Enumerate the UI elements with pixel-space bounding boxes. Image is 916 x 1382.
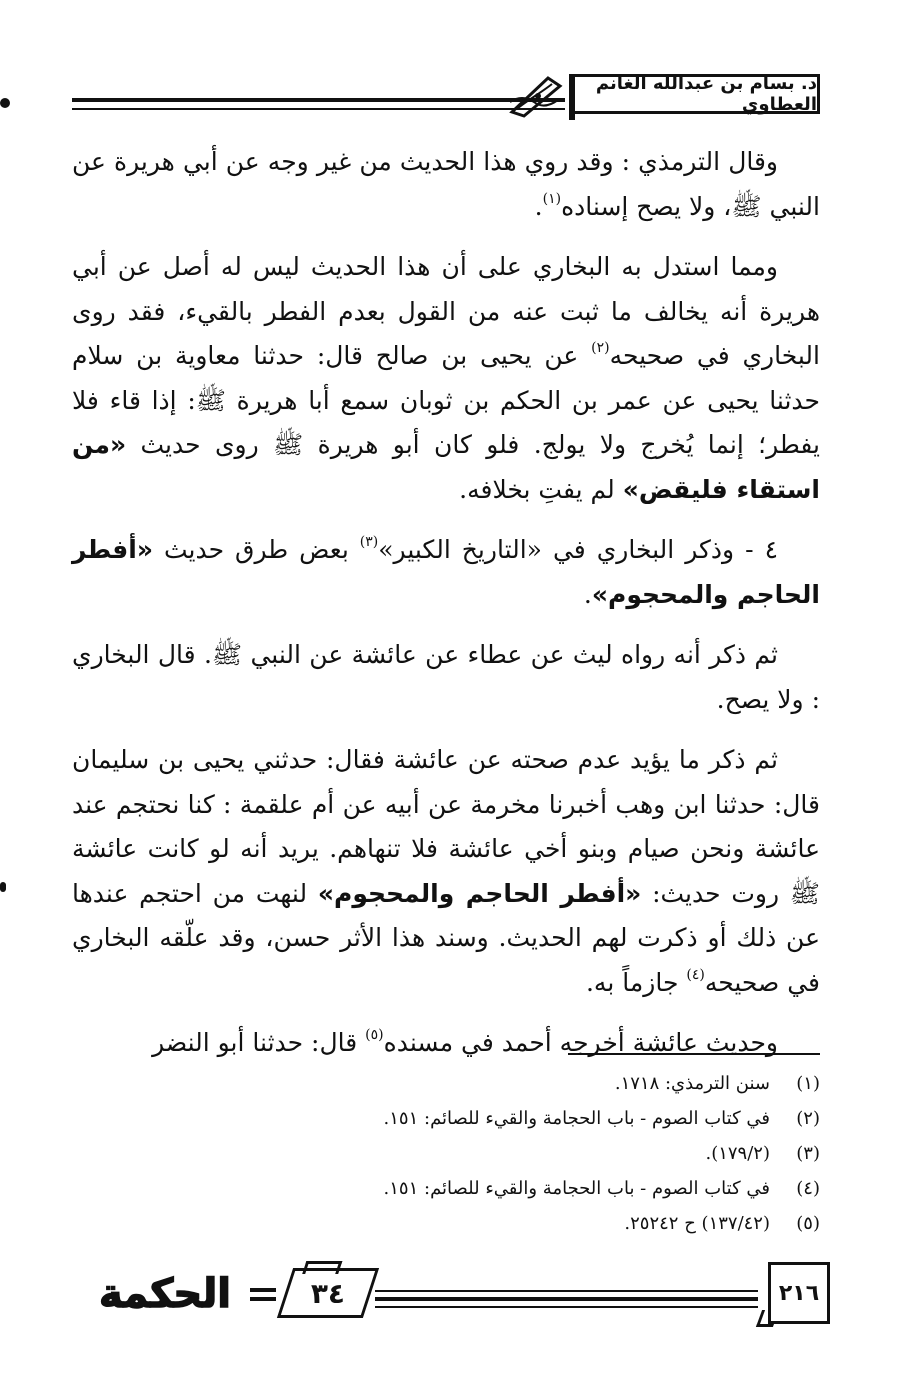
footnote bbox=[72, 1206, 820, 1241]
paragraph bbox=[72, 528, 820, 617]
running-footer bbox=[90, 1250, 830, 1332]
paragraph bbox=[72, 1021, 820, 1066]
text-run: ٤ - وذكر البخاري في «التاريخ الكبير» bbox=[378, 535, 778, 564]
text-run: جازماً به. bbox=[585, 967, 687, 997]
footnote-ref: (٣) bbox=[359, 534, 379, 550]
issue-number-box bbox=[277, 1268, 379, 1318]
footnote bbox=[72, 1171, 820, 1206]
paragraph bbox=[72, 245, 820, 512]
paragraph bbox=[72, 140, 820, 229]
footnote-number: (٤) bbox=[796, 1178, 820, 1199]
footnote-ref: (٤) bbox=[686, 966, 705, 983]
footnote-ref: (٥) bbox=[365, 1027, 384, 1043]
footer-rule bbox=[375, 1306, 758, 1308]
issue-number: ٣٤ bbox=[310, 1276, 346, 1310]
pen-emblem-icon bbox=[508, 72, 568, 118]
margin-mark-icon bbox=[0, 98, 10, 108]
text-run: . bbox=[534, 191, 543, 221]
author-name: د. بسام بن عبدالله الغانم العطاوي bbox=[570, 74, 820, 114]
footnote-text: سنن الترمذي: ١٧١٨. bbox=[614, 1073, 770, 1094]
footnote-text: (١٣٧/٤٢) ح ٢٥٢٤٢. bbox=[624, 1213, 770, 1234]
magazine-logo: الحكمة bbox=[99, 1271, 231, 1317]
header-rule bbox=[72, 108, 565, 110]
footnote-ref: (١) bbox=[542, 190, 562, 207]
text-run: قال: حدثنا أبو النضر bbox=[152, 1028, 366, 1057]
footnote-list bbox=[72, 1066, 820, 1241]
hadith-quote: «من استقاء فليقض» bbox=[72, 430, 820, 504]
footnote-ref: (٢) bbox=[591, 340, 610, 356]
footnote-number: (٢) bbox=[796, 1108, 820, 1129]
margin-mark-icon bbox=[0, 882, 6, 892]
footnote-number: (٥) bbox=[796, 1213, 820, 1234]
footnote-number: (٣) bbox=[796, 1143, 820, 1164]
footnote bbox=[72, 1066, 820, 1101]
text-run: عن يحيى بن صالح قال: حدثنا معاوية بن سلام حدثنا يحيى عن عمر بن الحكم بن ثوبان سمع أبا هريرة ﷺ: إذا قاء فلا يفطر؛ إنما يُخرج ولا يولج. فلو كان أبو هريرة ﷺ روى حديث bbox=[72, 341, 820, 459]
footnote bbox=[72, 1136, 820, 1171]
footnote-separator bbox=[568, 1053, 820, 1055]
header-rule bbox=[72, 98, 565, 102]
page-number: ٢١٦ bbox=[768, 1262, 830, 1324]
hadith-quote: «أفطر الحاجم والمحجوم» bbox=[317, 878, 642, 908]
text-run: لم يفتِ بخلافه. bbox=[459, 474, 623, 504]
footnote-text: في كتاب الصوم - باب الحجامة والقيء للصائم: ١٥١. bbox=[383, 1178, 770, 1199]
footer-rule bbox=[375, 1290, 758, 1292]
footnote bbox=[72, 1101, 820, 1136]
text-run: . bbox=[583, 579, 592, 609]
text-run: وقال الترمذي : وقد روي هذا الحديث من غير وجه عن أبي هريرة عن النبي ﷺ، ولا يصح إسناده bbox=[72, 147, 820, 221]
paragraph bbox=[72, 633, 820, 722]
footnote-text: في كتاب الصوم - باب الحجامة والقيء للصائم: ١٥١. bbox=[383, 1108, 770, 1129]
footnote-text: (١٧٩/٢). bbox=[705, 1143, 770, 1164]
text-run: بعض طرق حديث bbox=[153, 535, 360, 564]
text-run: وحديث عائشة أخرجه أحمد في مسنده bbox=[383, 1028, 778, 1057]
footnote-number: (١) bbox=[796, 1073, 820, 1094]
paragraph bbox=[72, 738, 820, 1005]
equals-mark-icon bbox=[250, 1288, 276, 1306]
text-run: لنهت من احتجم عندها عن ذلك أو ذكرت لهم الحديث. وسند هذا الأثر حسن، وقد علّقه البخاري في صحيحه bbox=[72, 878, 820, 997]
article-body bbox=[72, 140, 820, 1082]
text-run: ومما استدل به البخاري على أن هذا الحديث ليس له أصل عن أبي هريرة أنه يخالف ما ثبت عنه من القول بعدم الفطر بالقيء، فقد روى البخاري في صحيحه bbox=[72, 252, 820, 370]
text-run: ثم ذكر أنه رواه ليث عن عطاء عن عائشة عن النبي ﷺ. قال البخاري : ولا يصح. bbox=[72, 640, 820, 714]
footer-rule bbox=[375, 1297, 758, 1301]
hadith-quote: «أفطر الحاجم والمحجوم» bbox=[72, 535, 820, 609]
running-header bbox=[60, 68, 820, 124]
text-run: ثم ذكر ما يؤيد عدم صحته عن عائشة فقال: حدثني يحيى بن سليمان قال: حدثنا ابن وهب أخبرنا مخرمة عن أبيه عن أم علقمة : كنا نحتجم عند عائشة ونحن صيام وبنو أخي عائشة فلا تنهاهم. يريد أنه لو كانت عائشة ﷺ روت حديث: bbox=[72, 745, 821, 908]
